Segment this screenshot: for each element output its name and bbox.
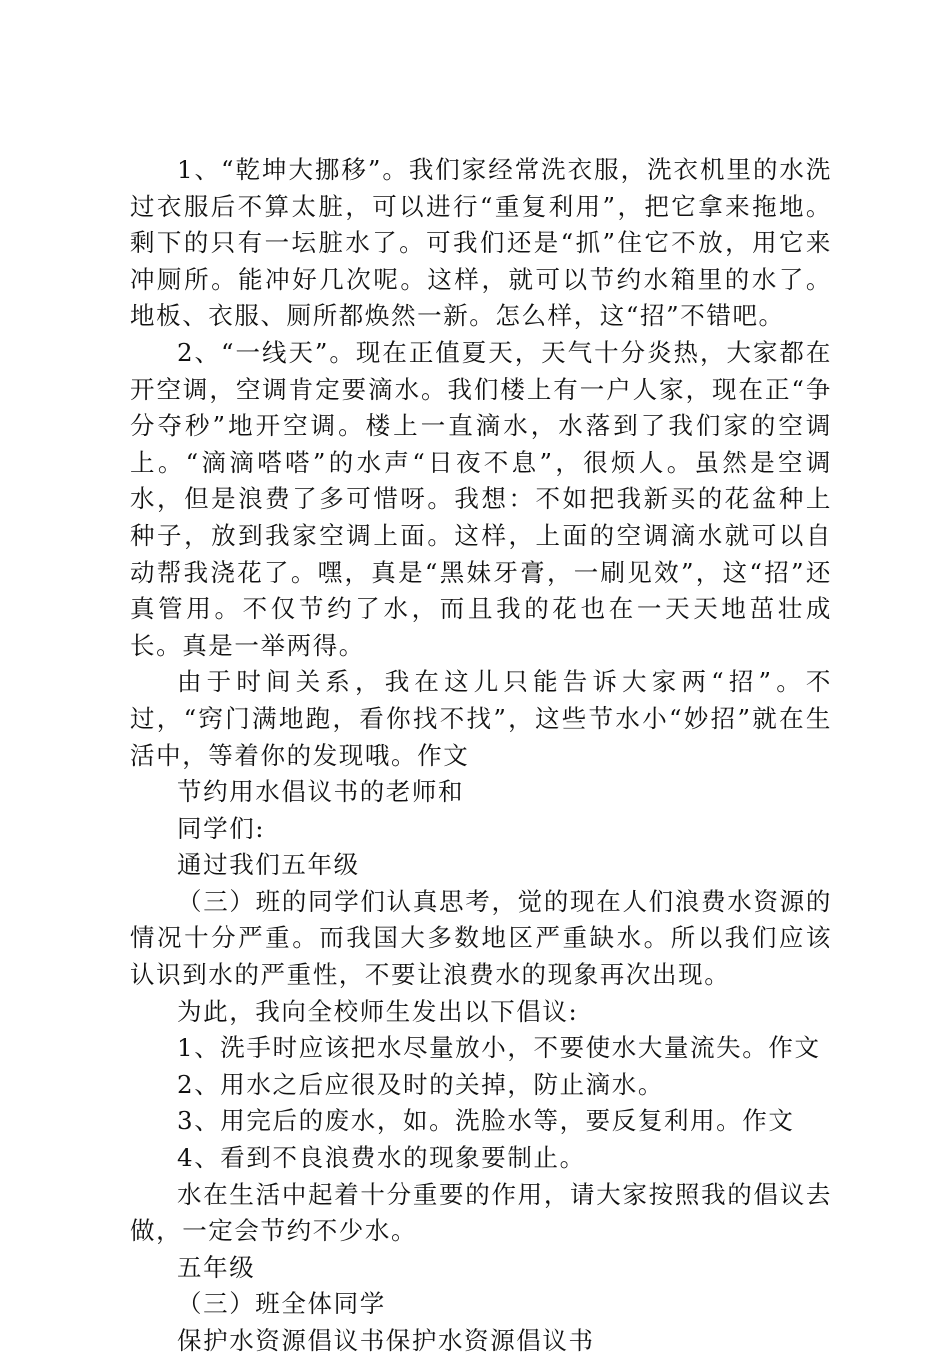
paragraph-closing: 水在生活中起着十分重要的作用，请大家按照我的倡议去做，一定会节约不少水。 <box>130 1179 832 1246</box>
salutation: 同学们: <box>177 813 266 843</box>
paragraph-conclusion: 由于时间关系，我在这儿只能告诉大家两“招”。不过，“窍门满地跑，看你找不找”，这些节水小“妙招”就在生活中，等着你的发现哦。作文 <box>130 667 832 770</box>
proposal-item-1: 1、洗手时应该把水尽量放小，不要使水大量流失。作文 <box>177 1033 821 1063</box>
signature-class: （三）班全体同学 <box>177 1289 386 1319</box>
proposal-item-4: 4、看到不良浪费水的现象要制止。 <box>177 1143 586 1173</box>
paragraph-tip-1: 1、“乾坤大挪移”。我们家经常洗衣服，洗衣机里的水洗过衣服后不算太脏，可以进行“重复利用”，把它拿来拖地。剩下的只有一坛脏水了。可我们还是“抓”住它不放，用它来冲厕所。能冲好几次呢。这样，就可以节约水箱里的水了。地板、衣服、厕所都焕然一新。怎么样，这“招”不错吧。 <box>130 155 832 331</box>
paragraph-intro: （三）班的同学们认真思考，觉的现在人们浪费水资源的情况十分严重。而我国大多数地区严重缺水。所以我们应该认识到水的严重性，不要让浪费水的现象再次出现。 <box>130 886 832 990</box>
proposal-item-3: 3、用完后的废水，如。洗脸水等，要反复利用。作文 <box>177 1106 795 1136</box>
proposal-title: 节约用水倡议书的老师和 <box>177 777 465 807</box>
intro-line: 通过我们五年级 <box>177 850 360 880</box>
proposal-lead: 为此，我向全校师生发出以下倡议: <box>177 996 579 1026</box>
paragraph-tip-2: 2、“一线天”。现在正值夏天，天气十分炎热，大家都在开空调，空调肯定要滴水。我们楼上有一户人家，现在正“争分夺秒”地开空调。楼上一直滴水，水落到了我们家的空调上。“滴滴嗒嗒”的水声“日夜不息”，很烦人。虽然是空调水，但是浪费了多可惜呀。我想：不如把我新买的花盆种上种子，放到我家空调上面。这样，上面的空调滴水就可以自动帮我浇花了。嘿，真是“黑妹牙膏，一刷见效”，这“招”还真管用。不仅节约了水，而且我的花也在一天天地茁壮成长。真是一举两得。 <box>130 337 832 660</box>
proposal-item-2: 2、用水之后应很及时的关掉，防止滴水。 <box>177 1069 664 1099</box>
signature-grade: 五年级 <box>177 1252 256 1282</box>
document-body <box>130 152 832 1360</box>
next-document-title: 保护水资源倡议书保护水资源倡议书 <box>177 1326 595 1355</box>
